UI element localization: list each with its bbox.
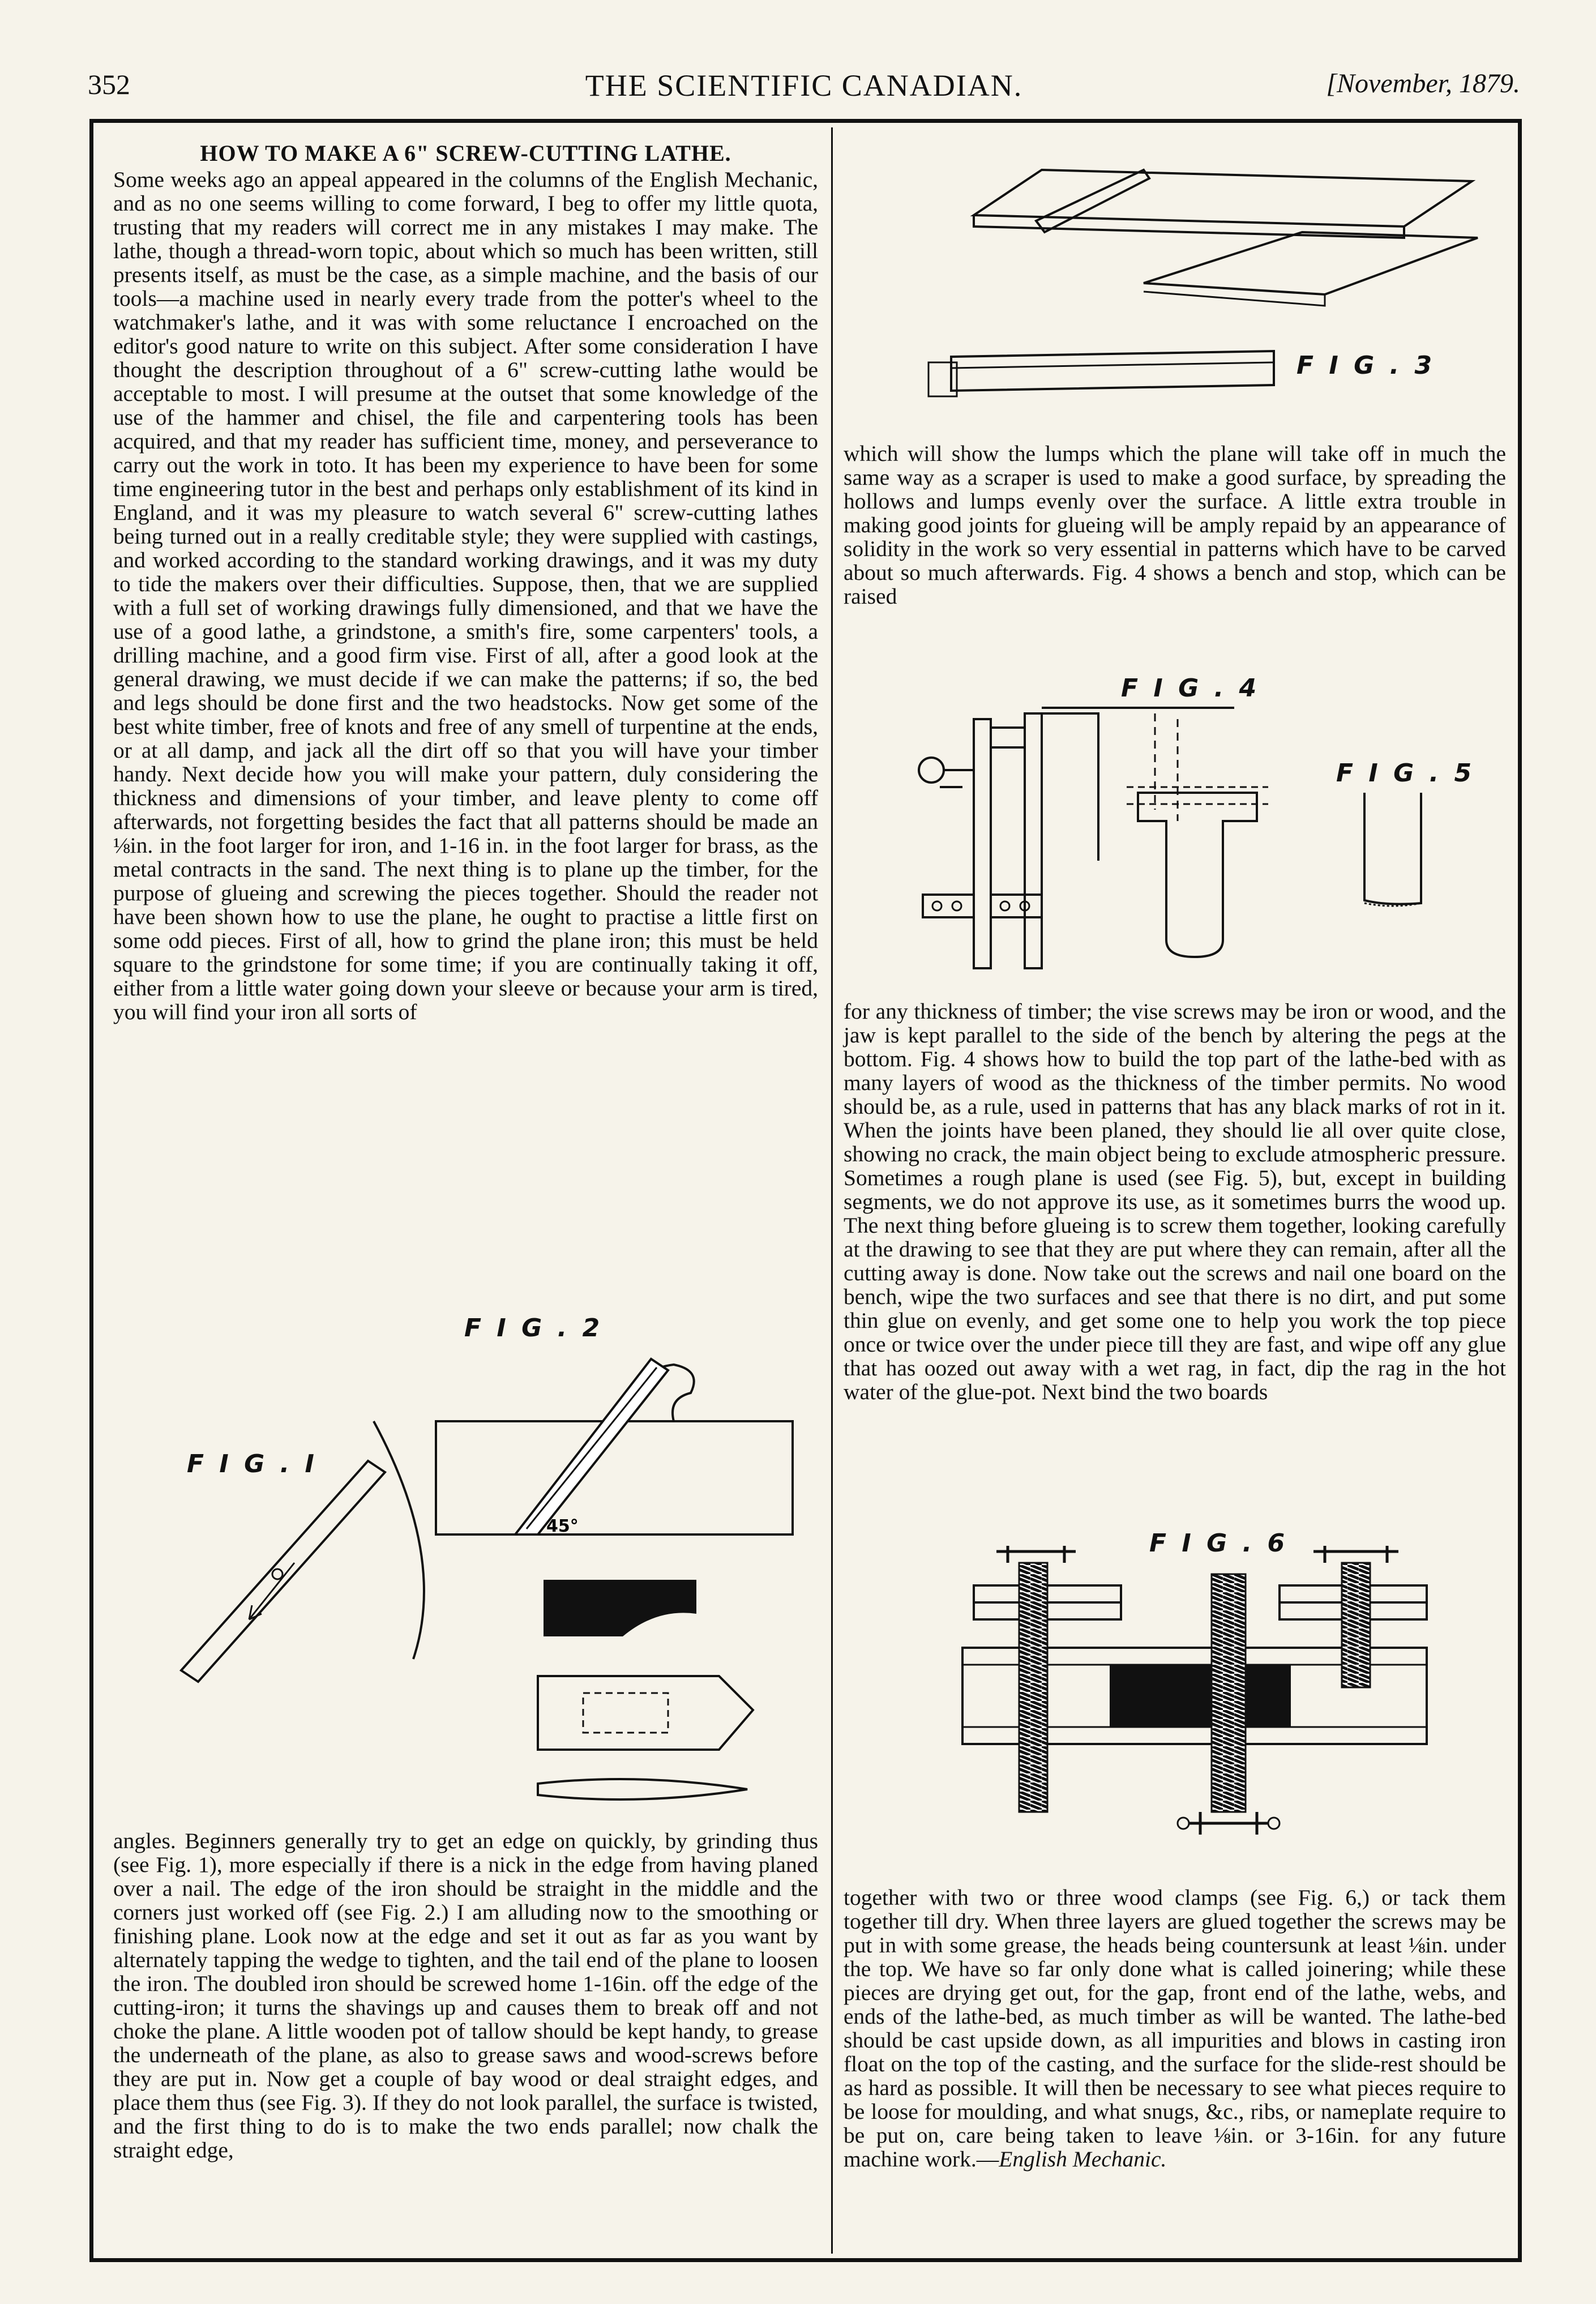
grindstone-arc xyxy=(374,1421,424,1659)
column-divider xyxy=(831,127,833,2254)
iron-edge-detail xyxy=(544,1580,696,1636)
figure-6 xyxy=(962,1529,1472,1857)
angle-label: 45° xyxy=(546,1516,579,1536)
issue-date: [November, 1879. xyxy=(1326,69,1520,99)
straight-edges-side xyxy=(951,351,1274,391)
vise-post xyxy=(974,719,991,968)
page-header xyxy=(88,68,1520,108)
fig1-label: F I G . I xyxy=(187,1450,318,1478)
fig2-label: F I G . 2 xyxy=(464,1314,604,1343)
clamp-screw-left xyxy=(1019,1563,1047,1812)
clamp-screw-right xyxy=(1342,1563,1370,1687)
lathe-bed-section xyxy=(1138,793,1257,957)
right-column-lower xyxy=(844,1886,1506,2171)
figure-4-5 xyxy=(906,674,1506,991)
article-title: HOW TO MAKE A 6" SCREW-CUTTING LATHE. xyxy=(200,140,731,166)
vise-screw xyxy=(919,758,944,783)
board-top xyxy=(974,170,1472,226)
page-number: 352 xyxy=(88,69,130,100)
paragraph-grinding: angles. Beginners generally try to get an edge on quickly, by grinding thus (see Fig. 1), more especially if there is a nick in the edge from having planed over a nail. The edge of the iron should be straight in the middle and the corners just worked off (see Fig. 2.) I am alluding now to the smoothing or finishing plane. Look now at the edge and set it out as far as you want by alternately tapping the wedge to tighten, and the tail end of the plane to loosen the iron. The doubled iron should be screwed home 1-16in. off the edge of the cutting-iron; it turns the shavings up and causes them to break off and not choke the plane. A little wooden pot of tallow should be kept handy, to grease the underneath of the plane, as also to grease saws and wood-screws before they are put in. Now get a couple of bay wood or deal straight edges, and place them thus (see Fig. 3). If they do not look parallel, the surface is twisted, and the first thing to do is to make the two ends parallel; now chalk the straight edge, xyxy=(113,1828,818,2162)
clamp-screw-mid xyxy=(1212,1574,1246,1812)
left-column-upper xyxy=(113,142,818,1024)
fig5-label: F I G . 5 xyxy=(1336,759,1475,788)
fig4-label: F I G . 4 xyxy=(1121,674,1260,703)
paragraph-intro: Some weeks ago an appeal appeared in the columns of the English Mechanic, and as no one seems willing to come forward, I beg to offer my little quota, trusting that my readers will correct me in any mistakes I may make. The lathe, though a thread-worn topic, about which so much has been written, still presents itself, as must be the case, as a simple machine, and the basis of our tools—a machine used in nearly every trade from the potter's wheel to the watchmaker's lathe, and it was with some reluctance I encroached on the editor's good nature to write on this subject. After some consideration I have thought the description throughout of a 6" screw-cutting lathe would be acceptable to most. I will presume at the outset that some knowledge of the use of the hammer and chisel, the file and carpentering tools has been acquired, and that my reader has sufficient time, money, and perseverance to carry out the work in toto. It has been my experience to have been for some time engineering tutor in the best and perhaps only establishment of its kind in England, and it was my pleasure to watch several 6" screw-cutting lathes being turned out in a really creditable style; they were supplied with castings, and worked according to the standard working drawings, and it was my duty to tide the makers over their difficulties. Suppose, then, that we are supplied with a full set of working drawings fully dimensioned, and that we have the use of a good lathe, a grindstone, a smith's fire, some carpenters' tools, a drilling machine, and a good firm vise. First of all, after a good look at the general drawing, we must decide if we can make the patterns; if so, the bed and legs should be done first and the two headstocks. Now get some of the best white timber, free of knots and free of any smell of turpentine at the ends, or at all damp, and jack all the dirt off so that you will have your timber handy. Next decide how you will make your pattern, duly considering the thickness and dimensions of your timber, and leave plenty to come off afterwards, not forgetting besides the fact that all patterns should be made an ⅛in. in the foot larger for iron, and 1-16 in. in the foot larger for brass, as the metal contracts in the sand. The next thing is to plane up the timber, for the purpose of glueing and screwing the pieces together. Should the reader not have been shown how to use the plane, he ought to practise a little first on some odd pieces. First of all, how to grind the plane iron; this must be held square to the grindstone for some time; if you are continually taking it off, either from a little water going down your sleeve or because your arm is tired, you will find your iron all sorts of xyxy=(113,167,818,1024)
paragraph-joints: which will show the lumps which the plane will take off in much the same way as a scraper is used to make a good surface, by spreading the hollows and lumps evenly over the surface. A little extra trouble in making good joints for glueing will be amply repaid by an appearance of solidity in the work so very essential in patterns which have to be carved about so much afterwards. Fig. 4 shows a bench and stop, which can be raised xyxy=(844,441,1506,609)
iron-profile xyxy=(538,1779,747,1799)
iron-cap-detail xyxy=(538,1676,753,1750)
straight-edge-1 xyxy=(1036,170,1149,232)
figure-1-2 xyxy=(130,1314,810,1818)
paragraph-glueing: for any thickness of timber; the vise screws may be iron or wood, and the jaw is kept parallel to the side of the bench by altering the pegs at the bottom. Fig. 4 shows how to build the top part of the lathe-bed with as many layers of wood as the thickness of the timber permits. No wood should be, as a rule, used in patterns that has any black marks of rot in it. When the joints have been planed, they should lie all over quite close, showing no crack, the main object being to exclude atmospheric pressure. Sometimes a rough plane is used (see Fig. 5), but, except in building segments, we do not approve its use, as it sometimes burrs the wood up. The next thing before glueing is to screw them together, looking carefully at the drawing to see that they are put where they can remain, after all the cutting away is done. Now take out the screws and nail one board on the bench, wipe the two surfaces and see that there is no dirt, and put some thin glue on evenly, and get some one to help you work the top piece once or twice over the under piece till they are fast, and wipe off any glue that has oozed out away with a wet rag, in fact, dip the rag in the hot water of the glue-pot. Next bind the two boards xyxy=(844,999,1506,1404)
fig6-label: F I G . 6 xyxy=(1149,1529,1289,1558)
fig3-label: F I G . 3 xyxy=(1297,351,1436,380)
figure-3 xyxy=(906,147,1495,430)
casting-text: together with two or three wood clamps (see Fig. 6,) or tack them together till dry. When three layers are glued together the screws may be put in with some grease, the heads being countersunk at least ⅛in. under the top. We have so far only done what is called joinering; while these pieces are drying get out, for the gap, front end of the lathe, webs, and ends of the lathe-bed, as much timber as will be wanted. The lathe-bed should be cast upside down, as all impurities and blows in casting iron float on the top of the casting, and the surface for the slide-rest should be as hard as possible. It will then be necessary to see what pieces require to be loose for moulding, and what snugs, &c., ribs, or nameplate require to be put on, care being taken to leave ⅛in. or 3-16in. for any future machine work.— xyxy=(844,1885,1506,2172)
board-lower xyxy=(1144,232,1478,294)
left-column-lower xyxy=(113,1829,818,2162)
plane-iron-fig1 xyxy=(181,1461,385,1682)
right-column-upper xyxy=(844,442,1506,608)
paragraph-casting xyxy=(844,1886,1506,2171)
signature: English Mechanic. xyxy=(999,2147,1167,2172)
right-column-middle xyxy=(844,999,1506,1404)
rough-plane-block xyxy=(1364,793,1421,904)
plane-iron-fig2 xyxy=(515,1359,668,1534)
journal-title: THE SCIENTIFIC CANADIAN. xyxy=(585,69,1023,102)
